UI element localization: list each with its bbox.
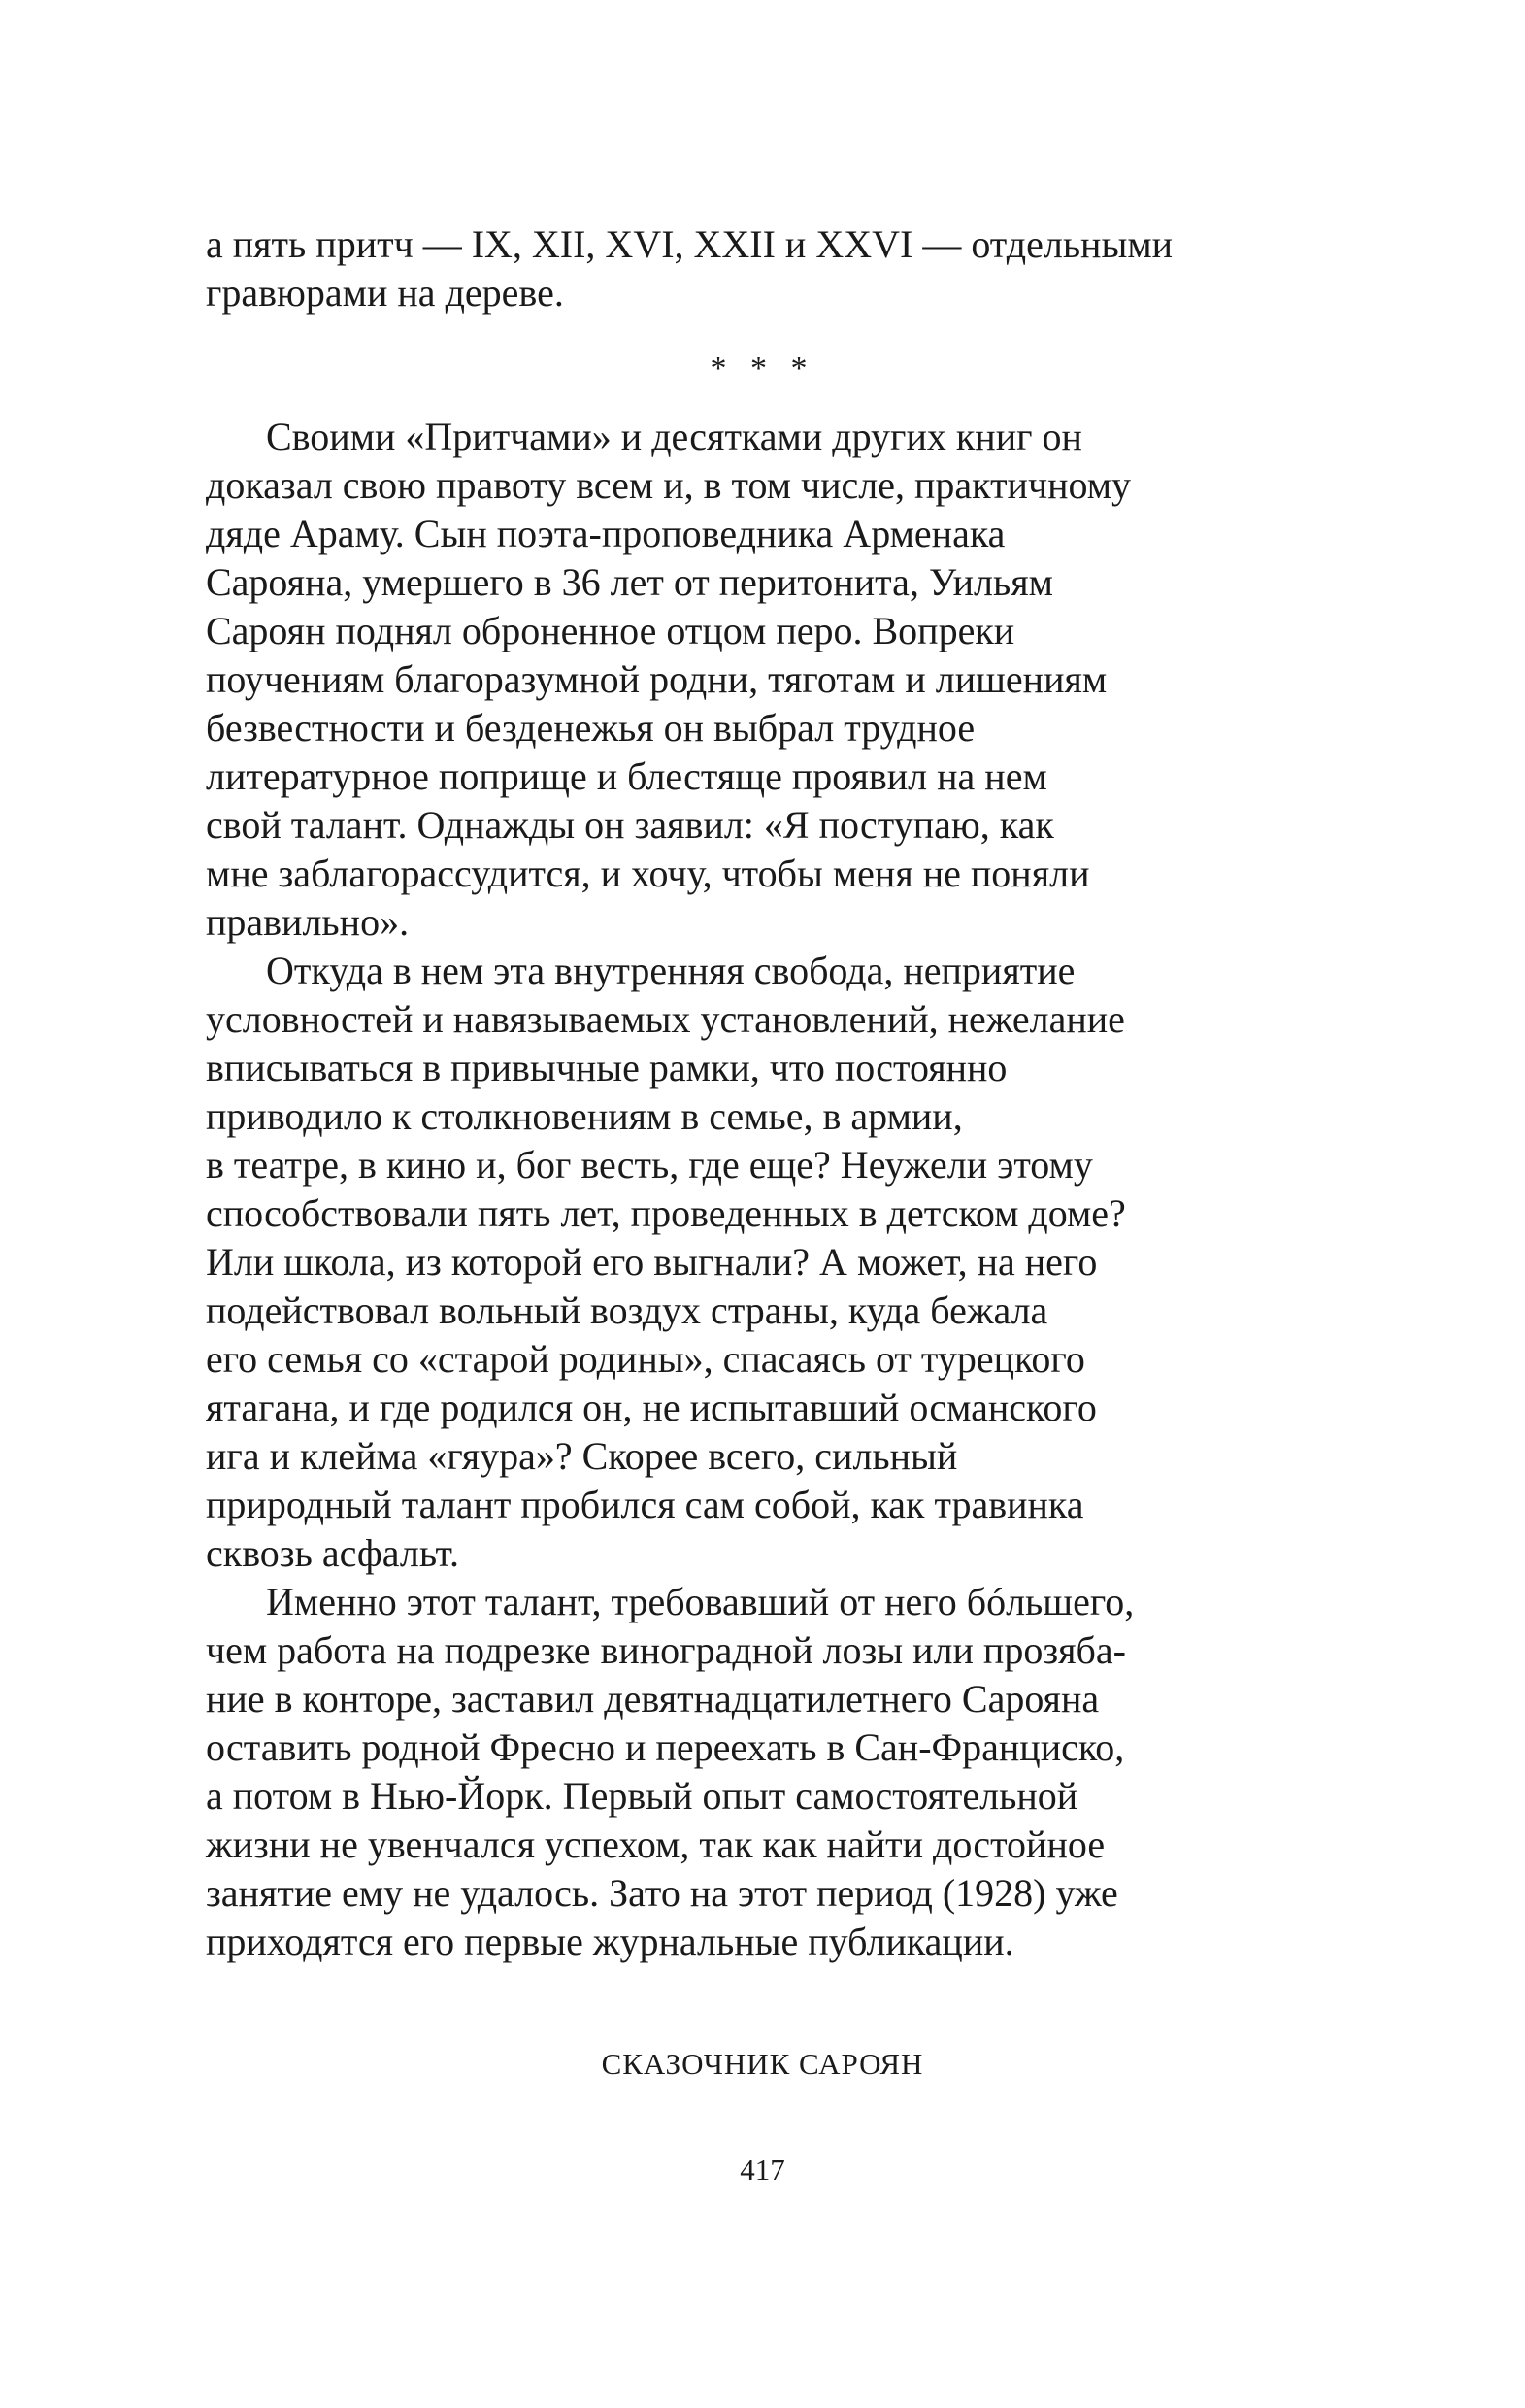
text-line: литературное поприще и блестяще проявил на нем <box>206 754 1047 798</box>
text-line: его семья со «старой родины», спасаясь от турецкого <box>206 1337 1085 1381</box>
text-line: безвестности и безденежья он выбрал трудное <box>206 706 976 750</box>
text-line: свой талант. Однажды он заявил: «Я поступаю, как <box>206 803 1054 847</box>
text-line: гравюрами на дереве. <box>206 271 564 315</box>
text-line: чем работа на подрезке виноградной лозы или прозяба- <box>206 1628 1126 1672</box>
text-line: мне заблагорассудится, и хочу, чтобы меня не поняли <box>206 852 1090 895</box>
running-title: СКАЗОЧНИК САРОЯН <box>601 2047 924 2081</box>
section-separator: * * * <box>710 351 815 386</box>
text-line: Откуда в нем эта внутренняя свобода, неприятие <box>266 949 1076 992</box>
main-text <box>206 413 1177 1966</box>
text-line: вписываться в привычные рамки, что постоянно <box>206 1046 1008 1089</box>
text-line: жизни не увенчался успехом, так как найти достойное <box>206 1823 1106 1866</box>
text-line: Или школа, из которой его выгнали? А может, на него <box>206 1240 1098 1284</box>
text-line: доказал свою правоту всем и, в том числе, практичному <box>206 463 1132 507</box>
text-line: правильно». <box>206 900 410 944</box>
page-number: 417 <box>740 2153 785 2187</box>
text-line: Своими «Притчами» и десятками других книг он <box>266 415 1082 458</box>
paragraph-3 <box>206 1578 1177 1966</box>
text-line: приводило к столкновениям в семье, в армии, <box>206 1094 963 1138</box>
text-line: ятагана, и где родился он, не испытавший османского <box>206 1386 1097 1429</box>
text-line: приходятся его первые журнальные публикации. <box>206 1920 1014 1963</box>
text-line: способствовали пять лет, проведенных в детском доме? <box>206 1191 1126 1235</box>
text-line: Сарояна, умершего в 36 лет от перитонита, Уильям <box>206 560 1053 604</box>
paragraph-2 <box>206 947 1177 1578</box>
text-line: а потом в Нью-Йорк. Первый опыт самостоятельной <box>206 1774 1078 1818</box>
text-line: в театре, в кино и, бог весть, где еще? Неужели этому <box>206 1143 1093 1187</box>
paragraph-1 <box>206 413 1177 947</box>
text-line: природный талант пробился сам собой, как травинка <box>206 1483 1084 1526</box>
text-line: Сароян поднял оброненное отцом перо. Вопреки <box>206 609 1015 652</box>
text-line: дяде Араму. Сын поэта-проповедника Арменака <box>206 512 1006 555</box>
text-line: оставить родной Фресно и переехать в Сан-Франциско, <box>206 1725 1125 1769</box>
text-line: подействовал вольный воздух страны, куда бежала <box>206 1288 1048 1332</box>
text-line: сквозь асфальт. <box>206 1531 460 1575</box>
text-line: условностей и навязываемых установлений, нежелание <box>206 997 1125 1041</box>
text-line: ние в конторе, заставил девятнадцатилетнего Сарояна <box>206 1677 1100 1721</box>
opening-text <box>206 220 1177 318</box>
text-line: поучениям благоразумной родни, тяготам и лишениям <box>206 657 1108 701</box>
text-line: ига и клейма «гяура»? Скорее всего, сильный <box>206 1434 958 1478</box>
text-line: Именно этот талант, требовавший от него бóльшего, <box>266 1580 1135 1623</box>
text-line: занятие ему не удалось. Зато на этот период (1928) уже <box>206 1871 1118 1915</box>
text-line: а пять притч — IX, XII, XVI, XXII и XXVI — отдельными <box>206 222 1174 266</box>
